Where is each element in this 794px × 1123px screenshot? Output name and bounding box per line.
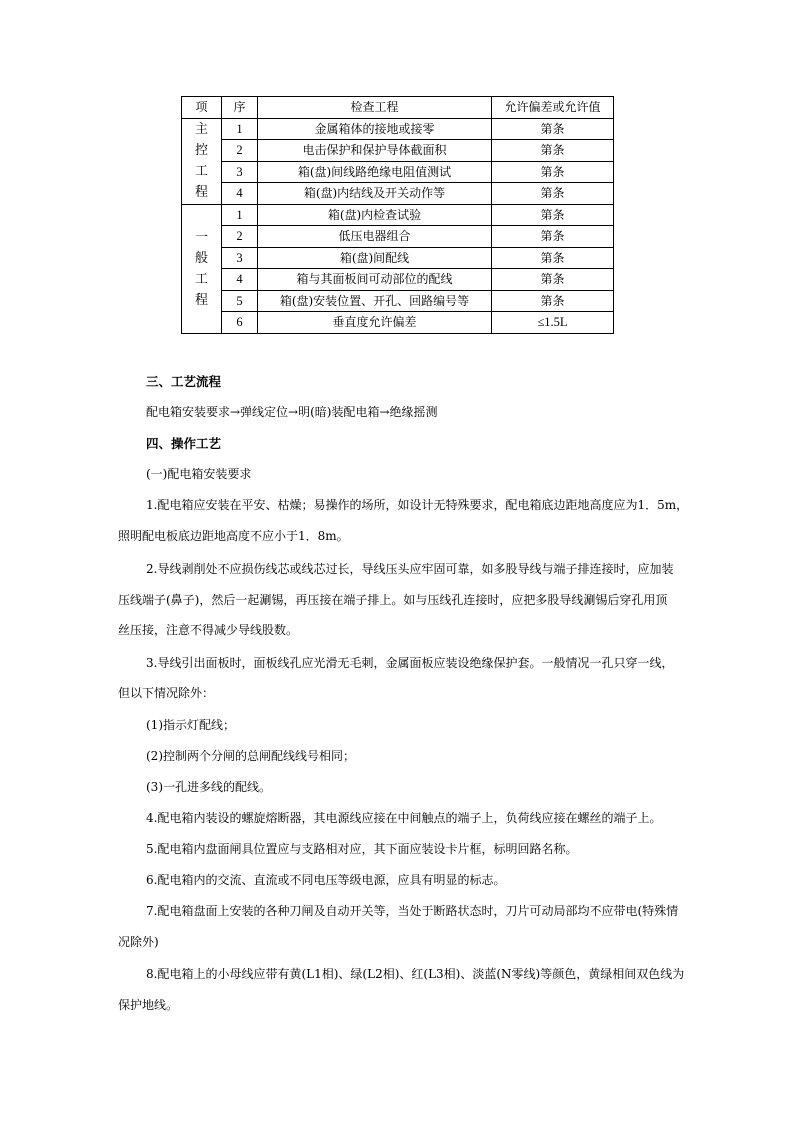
row-seq: 2	[222, 226, 258, 248]
row-item: 箱(盘)间线路绝缘电阻值测试	[258, 161, 492, 183]
section-heading-operation: 四、操作工艺	[146, 436, 222, 451]
paragraph-line: 7.配电箱盘面上安装的各种刀闸及自动开关等，当处于断路状态时，刀片可动局部均不应带电(特殊情	[146, 904, 679, 918]
group-label-general	[182, 204, 222, 333]
table-row	[182, 118, 614, 140]
row-item: 垂直度允许偏差	[258, 312, 492, 334]
row-item: 箱(盘)内检查试验	[258, 204, 492, 226]
table-row	[182, 204, 614, 226]
header-seq: 序	[222, 97, 258, 119]
table-row	[182, 312, 614, 334]
paragraph-line: 3.导线引出面板时，面板线孔应光滑无毛刺，金属面板应装设绝缘保护套。一般情况一孔只穿一线，	[146, 656, 674, 670]
row-seq: 3	[222, 247, 258, 269]
group-label-main	[182, 118, 222, 204]
group-label-char: 工	[194, 271, 208, 287]
table-row	[182, 247, 614, 269]
section-heading-process: 三、工艺流程	[146, 374, 222, 389]
paragraph-line: 4.配电箱内装设的螺旋熔断器，其电源线应接在中间触点的端子上，负荷线应接在螺丝的端子上。	[146, 811, 662, 825]
row-value: 第条	[492, 140, 614, 162]
row-seq: 5	[222, 290, 258, 312]
inspection-table	[181, 96, 614, 334]
row-value: ≤1.5L	[492, 312, 614, 334]
row-item: 箱(盘)内结线及开关动作等	[258, 183, 492, 205]
header-item: 检查工程	[258, 97, 492, 119]
paragraph-line: 5.配电箱内盘面闸具位置应与支路相对应，其下面应装设卡片框，标明回路名称。	[146, 842, 578, 856]
paragraph-line: 但以下情况除外：	[118, 686, 215, 700]
group-label-char: 一	[194, 229, 208, 245]
list-item: (3)一孔进多线的配线。	[146, 780, 271, 794]
row-value: 第条	[492, 247, 614, 269]
table-row	[182, 290, 614, 312]
row-seq: 1	[222, 118, 258, 140]
paragraph-line: 丝压接，注意不得减少导线股数。	[118, 623, 299, 637]
group-label-char: 程	[194, 185, 208, 200]
table-row	[182, 269, 614, 291]
table-header-row	[182, 97, 614, 119]
paragraph-line: 6.配电箱内的交流、直流或不同电压等级电源，应具有明显的标志。	[146, 873, 506, 887]
row-seq: 1	[222, 204, 258, 226]
group-label-char: 程	[194, 292, 208, 308]
row-value: 第条	[492, 183, 614, 205]
row-value: 第条	[492, 204, 614, 226]
row-seq: 4	[222, 183, 258, 205]
header-category: 项	[182, 97, 222, 119]
row-item: 箱与其面板间可动部位的配线	[258, 269, 492, 291]
row-value: 第条	[492, 161, 614, 183]
list-item: (2)控制两个分闸的总闸配线线号相同；	[146, 749, 355, 763]
row-seq: 3	[222, 161, 258, 183]
paragraph-line: 压线端子(鼻子)，然后一起涮锡，再压接在端子排上。如与压线孔连接时，应把多股导线涮锡后穿孔用顶	[118, 593, 668, 607]
paragraph-line: 8.配电箱上的小母线应带有黄(L1相)、绿(L2相)、红(L3相)、淡蓝(N零线)等颜色，黄绿相间双色线为	[146, 967, 685, 981]
row-seq: 4	[222, 269, 258, 291]
subsection-heading: (一)配电箱安装要求	[146, 467, 252, 481]
paragraph-line: 况除外)	[118, 935, 159, 949]
row-value: 第条	[492, 226, 614, 248]
paragraph-line: 2.导线剥削处不应损伤线芯或线芯过长，导线压头应牢固可靠，如多股导线与端子排连接时，应加装	[146, 562, 674, 576]
list-item: (1)指示灯配线；	[146, 718, 235, 732]
paragraph-line: 照明配电板底边距地高度不应小于1．8m。	[118, 529, 349, 543]
row-seq: 6	[222, 312, 258, 334]
row-seq: 2	[222, 140, 258, 162]
paragraph-line: 保护地线。	[118, 998, 179, 1012]
row-item: 低压电器组合	[258, 226, 492, 248]
row-item: 金属箱体的接地或接零	[258, 118, 492, 140]
table-row	[182, 140, 614, 162]
group-label-char: 主	[194, 122, 208, 137]
group-label-char: 控	[194, 143, 208, 158]
table-row	[182, 183, 614, 205]
row-value: 第条	[492, 290, 614, 312]
group-label-char: 般	[194, 250, 208, 266]
paragraph-line: 1.配电箱应安装在平安、枯燥；易操作的场所，如设计无特殊要求，配电箱底边距地高度应为1．5m，	[146, 498, 689, 512]
group-label-char: 工	[194, 164, 208, 179]
header-tolerance: 允许偏差或允许值	[492, 97, 614, 119]
row-item: 电击保护和保护导体截面积	[258, 140, 492, 162]
process-flow-text: 配电箱安装要求→弹线定位→明(暗)装配电箱→绝缘摇测	[146, 405, 438, 419]
table-row	[182, 226, 614, 248]
row-value: 第条	[492, 118, 614, 140]
table-row	[182, 161, 614, 183]
row-item: 箱(盘)安装位置、开孔、回路编号等	[258, 290, 492, 312]
row-value: 第条	[492, 269, 614, 291]
row-item: 箱(盘)间配线	[258, 247, 492, 269]
